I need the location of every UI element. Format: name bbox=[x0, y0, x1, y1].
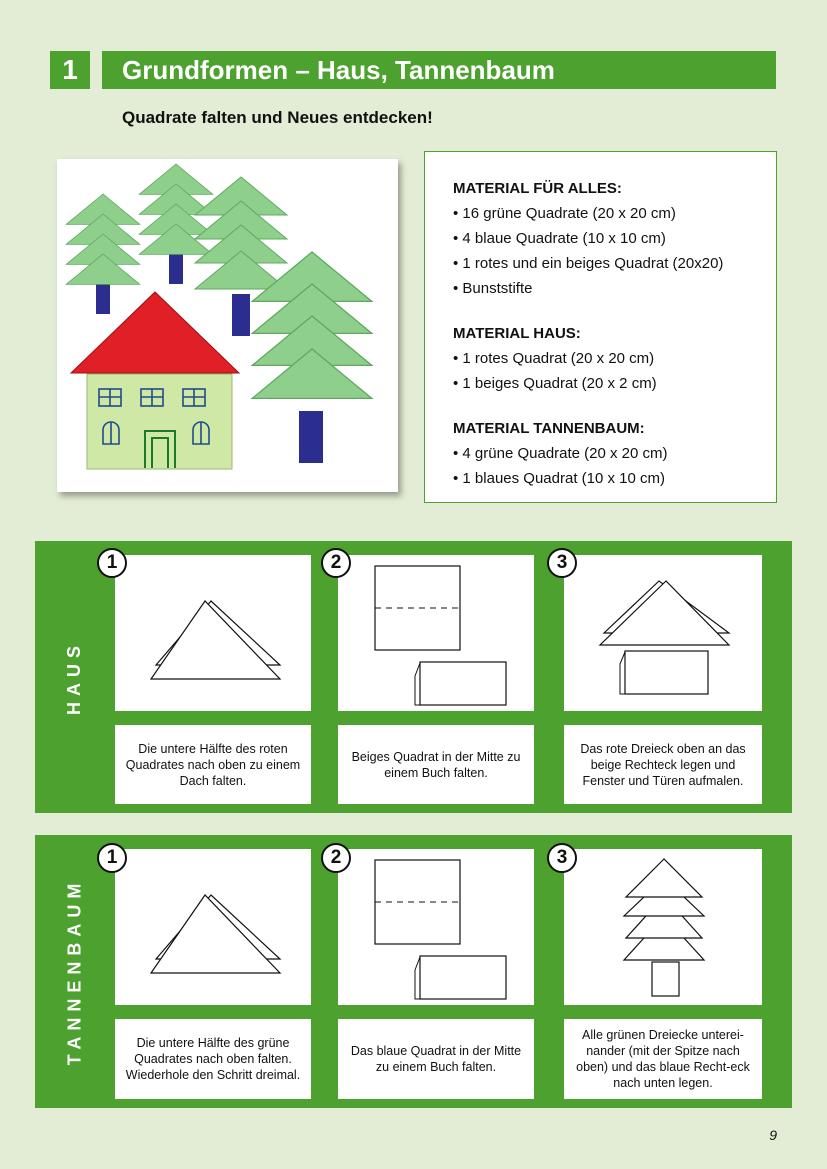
page-subtitle: Quadrate falten und Neues entdecken! bbox=[122, 108, 433, 127]
chapter-number: 1 bbox=[50, 51, 90, 89]
tannenbaum-step-3-text: Alle grünen Dreiecke unterei-nander (mit der Spitze nach oben) und das blaue Recht-eck nach unten legen. bbox=[564, 1019, 762, 1099]
step-number-badge: 1 bbox=[97, 548, 127, 578]
tannenbaum-step-1-illustration bbox=[115, 849, 311, 1005]
material-tannenbaum-heading: MATERIAL TANNENBAUM: bbox=[453, 420, 645, 437]
list-item: • 1 blaues Quadrat (10 x 10 cm) bbox=[453, 470, 666, 487]
paper-house bbox=[71, 292, 239, 469]
list-item: • 4 grüne Quadrate (20 x 20 cm) bbox=[453, 445, 668, 462]
haus-step-1-text: Die untere Hälfte des roten Quadrates nach oben zu einem Dach falten. bbox=[115, 725, 311, 804]
material-list bbox=[424, 151, 777, 503]
haus-step-2-text: Beiges Quadrat in der Mitte zu einem Buch falten. bbox=[338, 725, 534, 804]
list-item: • 1 rotes Quadrat (20 x 20 cm) bbox=[453, 350, 655, 367]
paper-tree bbox=[139, 164, 213, 284]
list-item: • Bunststifte bbox=[453, 280, 533, 297]
page-number: 9 bbox=[769, 1127, 777, 1143]
origami-photo bbox=[57, 159, 398, 492]
tannenbaum-step-2-illustration bbox=[338, 849, 534, 1005]
paper-tree bbox=[66, 194, 140, 314]
tannenbaum-step-3-illustration bbox=[564, 849, 762, 1005]
step-number-badge: 2 bbox=[321, 843, 351, 873]
material-all-heading: MATERIAL FÜR ALLES: bbox=[453, 180, 622, 197]
tannenbaum-step-1-text: Die untere Hälfte des grüne Quadrates nach oben falten. Wiederhole den Schritt dreimal. bbox=[115, 1019, 311, 1099]
list-item: • 1 rotes und ein beiges Quadrat (20x20) bbox=[453, 255, 724, 272]
tannenbaum-section-label: TANNENBAUM bbox=[64, 877, 85, 1066]
tannenbaum-step-2-text: Das blaue Quadrat in der Mitte zu einem Buch falten. bbox=[338, 1019, 534, 1099]
haus-step-2-illustration bbox=[338, 555, 534, 711]
haus-panel bbox=[35, 541, 792, 813]
haus-step-3-illustration bbox=[564, 555, 762, 711]
list-item: • 1 beiges Quadrat (20 x 2 cm) bbox=[453, 375, 657, 392]
step-number-badge: 2 bbox=[321, 548, 351, 578]
haus-section-label: HAUS bbox=[64, 639, 85, 715]
step-number-badge: 1 bbox=[97, 843, 127, 873]
haus-step-3-text: Das rote Dreieck oben an das beige Rechteck legen und Fenster und Türen aufmalen. bbox=[564, 725, 762, 804]
haus-step-1-illustration bbox=[115, 555, 311, 711]
list-item: • 4 blaue Quadrate (10 x 10 cm) bbox=[453, 230, 666, 247]
step-number-badge: 3 bbox=[547, 548, 577, 578]
page-title: Grundformen – Haus, Tannenbaum bbox=[102, 51, 776, 89]
tannenbaum-panel bbox=[35, 835, 792, 1108]
material-haus-heading: MATERIAL HAUS: bbox=[453, 325, 581, 342]
list-item: • 16 grüne Quadrate (20 x 20 cm) bbox=[453, 205, 676, 222]
paper-tree bbox=[195, 177, 287, 336]
step-number-badge: 3 bbox=[547, 843, 577, 873]
